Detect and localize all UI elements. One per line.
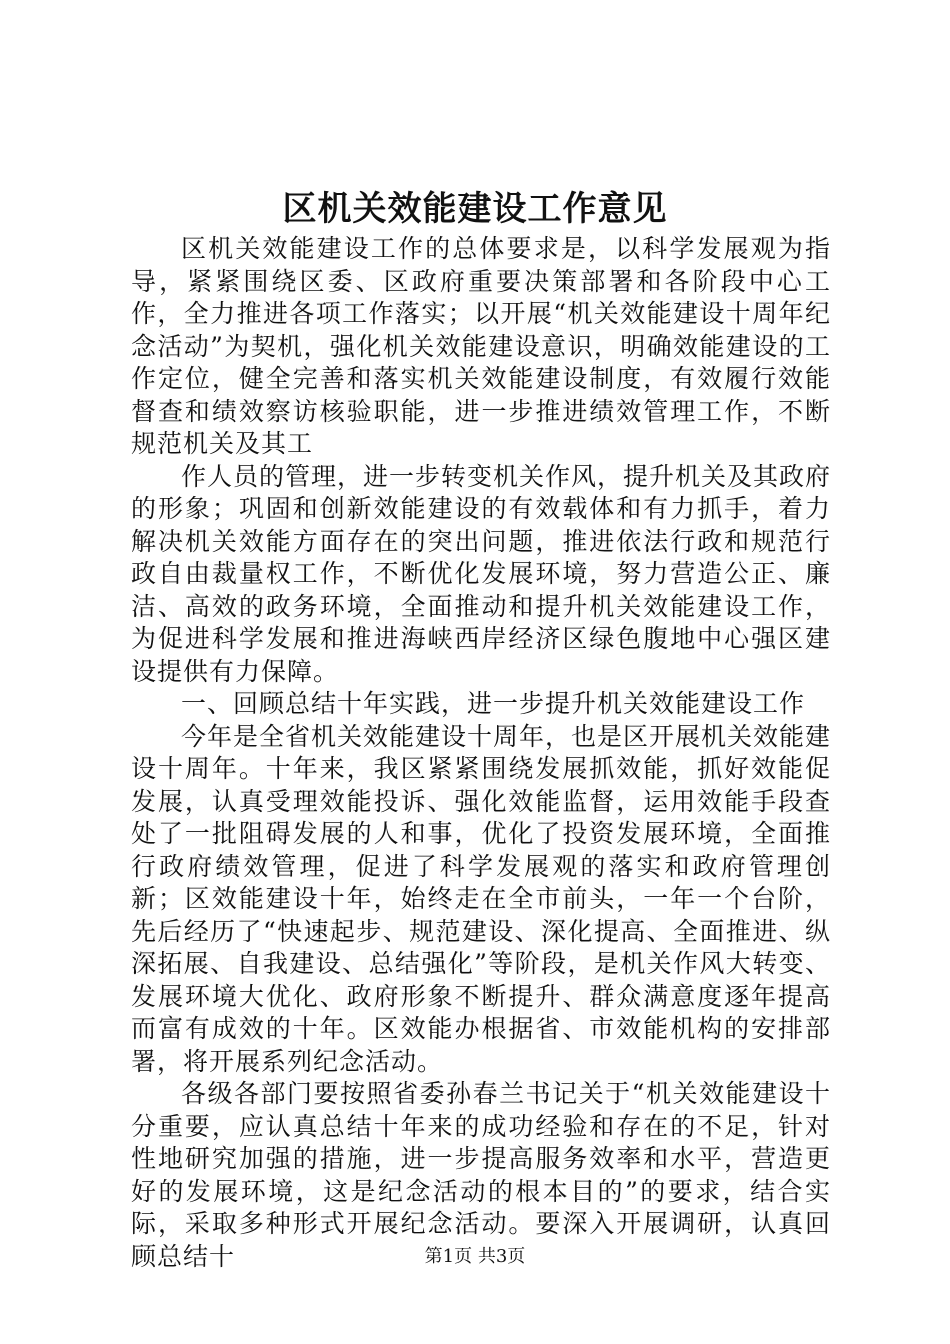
paragraph-1: 区机关效能建设工作的总体要求是，以科学发展观为指导，紧紧围绕区委、区政府重要决策部署和各阶段中心工作，全力推进各项工作落实；以开展“机关效能建设十周年纪念活动”为契机，强化机关效能建设意识，明确效能建设的工作定位，健全完善和落实机关效能建设制度，有效履行效能督查和绩效察访核验职能，进一步推进绩效管理工作，不断规范机关及其工 — [131, 234, 831, 458]
paragraph-3: 今年是全省机关效能建设十周年，也是区开展机关效能建设十周年。十年来，我区紧紧围绕发展抓效能，抓好效能促发展，认真受理效能投诉、强化效能监督，运用效能手段查处了一批阻碍发展的人和事，优化了投资发展环境，全面推行政府绩效管理，促进了科学发展观的落实和政府管理创新；区效能建设十年，始终走在全市前头，一年一个台阶，先后经历了“快速起步、规范建设、深化提高、全面推进、纵深拓展、自我建设、总结强化”等阶段，是机关作风大转变、发展环境大优化、政府形象不断提升、群众满意度逐年提高而富有成效的十年。区效能办根据省、市效能机构的安排部署，将开展系列纪念活动。 — [131, 721, 832, 1076]
paragraph-4: 各级各部门要按照省委孙春兰书记关于“机关效能建设十分重要，应认真总结十年来的成功经验和存在的不足，针对性地研究加强的措施，进一步提高服务效率和水平，营造更好的发展环境，这是纪念活动的根本目的”的要求，结合实际，采取多种形式开展纪念活动。要深入开展调研，认真回顾总结十 — [131, 1079, 831, 1271]
page-number-footer: 第1页 共3页 — [424, 1246, 526, 1267]
document-body — [131, 233, 831, 1273]
section-heading-1: 一、回顾总结十年实践，进一步提升机关效能建设工作 — [181, 689, 806, 718]
paragraph-2: 作人员的管理，进一步转变机关作风，提升机关及其政府的形象；巩固和创新效能建设的有效载体和有力抓手，着力解决机关效能方面存在的突出问题，推进依法行政和规范行政自由裁量权工作，不断优化发展环境，努力营造公正、廉洁、高效的政务环境，全面推动和提升机关效能建设工作，为促进科学发展和推进海峡西岸经济区绿色腹地中心强区建设提供有力保障。 — [131, 461, 832, 686]
document-title: 区机关效能建设工作意见 — [282, 189, 668, 229]
